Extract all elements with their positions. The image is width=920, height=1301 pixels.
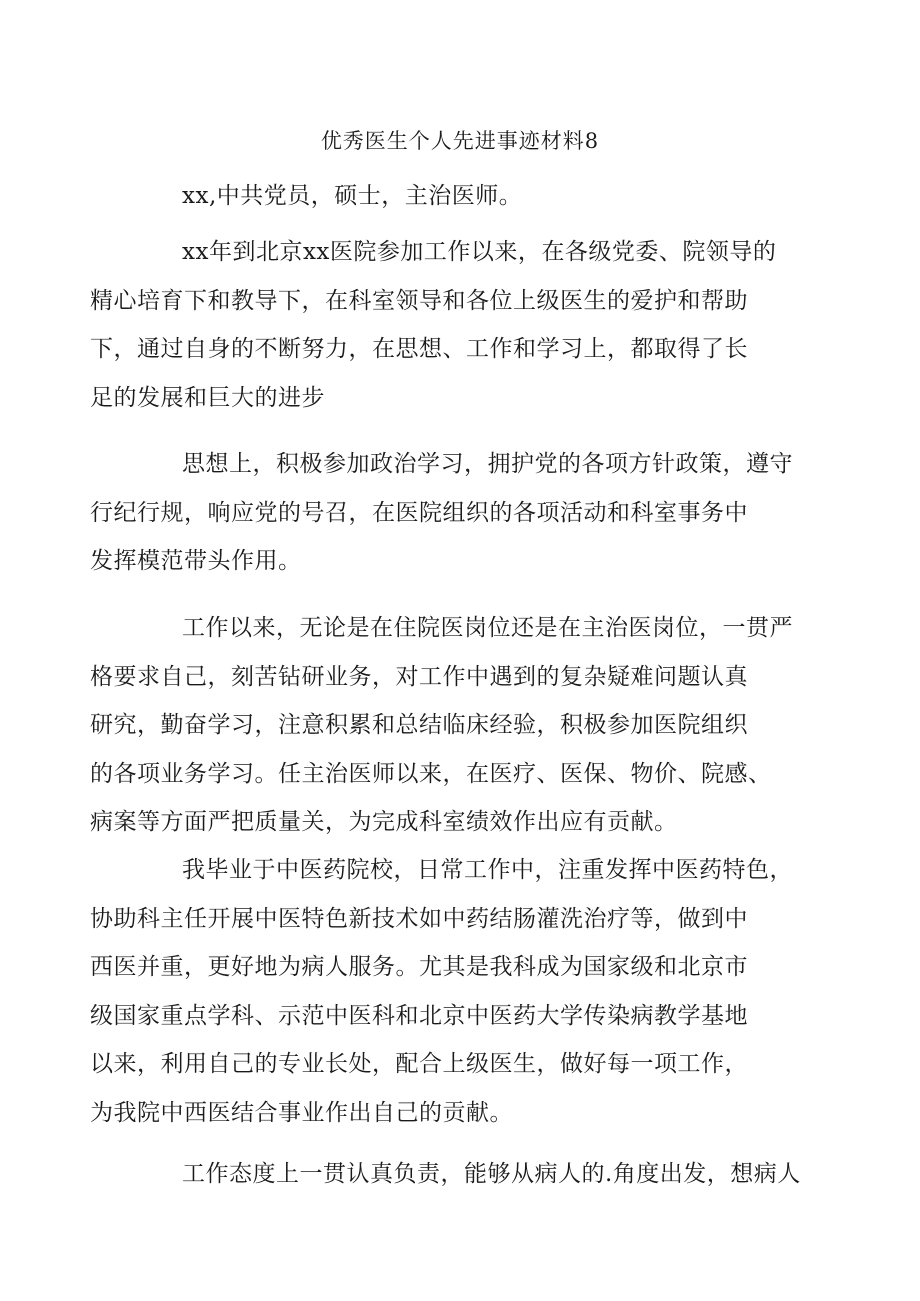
paragraph-line: 协助科主任开展中医特色新技术如中药结肠灌洗治疗等，做到中 — [90, 905, 748, 932]
paragraph-career — [90, 228, 796, 422]
paragraph-line: 病案等方面严把质量关，为完成科室绩效作出应有贡献。 — [90, 809, 678, 835]
paragraph-line: 研究，勤奋学习，注意积累和总结临床经验，积极参加医院组织 — [90, 712, 748, 738]
paragraph-line: 的各项业务学习。任主治医师以来，在医疗、医保、物价、院感、 — [90, 760, 772, 787]
paragraph-line: 西医并重，更好地为病人服务。尤其是我科成为国家级和北京市 — [90, 954, 748, 980]
paragraph-line: 工作态度上一贯认真负责，能够从病人的.角度出发，想病人 — [182, 1161, 801, 1187]
paragraph-line: 思想上，积极参加政治学习，拥护党的各项方针政策，遵守 — [182, 451, 793, 477]
paragraph-line: 下，通过自身的不断努力，在思想、工作和学习上，都取得了长 — [90, 336, 748, 362]
paragraph-line: 精心培育下和教导下，在科室领导和各位上级医生的爱护和帮助 — [90, 287, 748, 314]
paragraph-line: 以来，利用自己的专业长处，配合上级医生，做好每一项工作， — [90, 1051, 748, 1077]
paragraph-work — [90, 604, 796, 847]
paragraph-line: 发挥模范带头作用。 — [90, 548, 302, 574]
paragraph-line: xx年到北京xx医院参加工作以来，在各级党委、院领导的 — [182, 239, 777, 265]
paragraph-line: 为我院中西医结合事业作出自己的贡献。 — [90, 1099, 513, 1126]
paragraph-line: 格要求自己，刻苦钻研业务，对工作中遇到的复杂疑难问题认真 — [90, 663, 748, 690]
paragraph-line: 级国家重点学科、示范中医科和北京中医药大学传染病教学基地 — [90, 1002, 748, 1029]
paragraph-line: 我毕业于中医药院校，日常工作中，注重发挥中医药特色， — [182, 857, 793, 883]
paragraph-line: 行纪行规，响应党的号召，在医院组织的各项活动和科室事务中 — [90, 499, 748, 526]
paragraph-line: xx,中共党员，硕士，主治医师。 — [182, 183, 523, 209]
paragraph-line: 工作以来，无论是在住院医岗位还是在主治医岗位，一贯严 — [182, 615, 793, 641]
paragraph-intro — [136, 172, 796, 221]
paragraph-tcm — [90, 846, 796, 1137]
paragraph-line: 足的发展和巨大的进步 — [90, 384, 325, 411]
document-title: 优秀医生个人先进事迹材料8 — [320, 129, 600, 153]
paragraph-attitude — [136, 1150, 801, 1199]
paragraph-ideology — [90, 440, 796, 586]
